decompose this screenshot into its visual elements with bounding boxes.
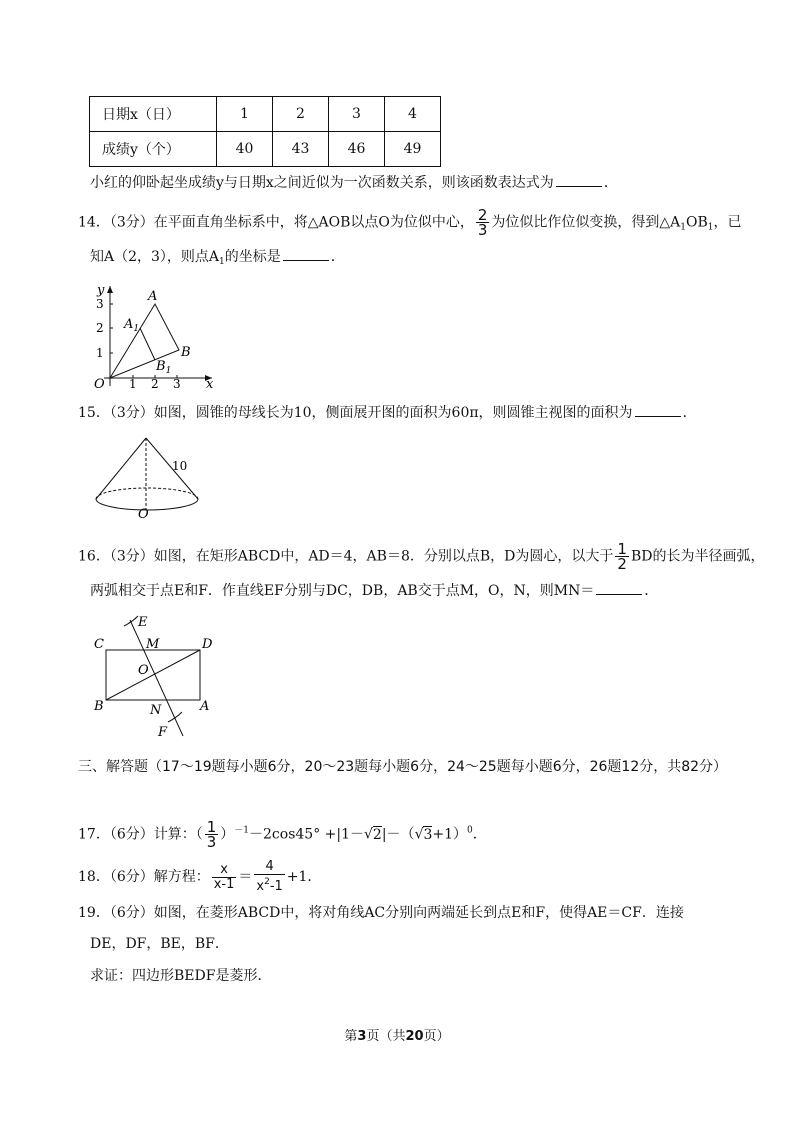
cone-left-edge (96, 438, 146, 499)
origin-label: O (94, 377, 105, 392)
footer-mid: 页（共 (366, 1029, 406, 1044)
q18-frac1-num: x (212, 863, 237, 878)
table-row-label: 成绩y（个） (90, 132, 217, 167)
q16-prefix: 16．（3分）如图，在矩形ABCD中，AD＝4，AB＝8．分别以点B，D为圆心，以大于 (78, 548, 614, 565)
x-tick-label: 3 (173, 377, 181, 391)
point-d-label: D (202, 637, 213, 652)
q14-line2-b: 的坐标是 (224, 249, 281, 265)
y-tick-label: 1 (96, 346, 104, 360)
point-f-label: F (158, 725, 168, 740)
q17-exponent: 0 (467, 825, 473, 836)
sqrt-symbol: √ (364, 826, 373, 843)
q17-fraction (205, 820, 219, 849)
section-3-heading: 三、解答题（17～19题每小题6分，20～23题每小题6分，24～25题每小题6分，26题12分，共82分） (78, 759, 728, 775)
q13-text: 小红的仰卧起坐成绩y与日期x之间近似为一次函数关系，则该函数表达式为 ． (90, 175, 618, 191)
q19-line3: 求证：四边形BEDF是菱形． (90, 968, 272, 984)
q16-rectangle-figure (88, 612, 218, 740)
q16-frac-num: 1 (617, 540, 627, 558)
table-row (90, 132, 441, 167)
q14-line2-a: 知A（2，3），则点A (90, 249, 220, 265)
answer-blank (556, 174, 602, 187)
q17-part2: ） (220, 826, 235, 843)
q18-equals: ＝ (238, 869, 253, 885)
slant-label: 10 (172, 459, 188, 473)
y-axis-label: y (97, 283, 105, 298)
q17-sqrt-b: 3 (423, 826, 433, 843)
q17-frac-den: 3 (206, 833, 217, 851)
q19-line2: DE，DF，BE，BF． (90, 936, 229, 952)
q14-sub: 1 (680, 222, 687, 233)
point-o-label: O (138, 663, 149, 678)
table-cell: 3 (329, 97, 385, 132)
q17-sqrt-a: 2 (372, 826, 382, 843)
point-b1-label: $B_1$ (156, 359, 172, 376)
q18-den-exp: 2 (264, 877, 270, 887)
q18-fraction-2 (254, 860, 284, 894)
arc-f (168, 712, 182, 722)
point-a1-label: $A_1$ (124, 317, 140, 334)
q18-frac1-den: x-1 (213, 876, 235, 892)
q16-fraction (615, 542, 629, 571)
table-cell: 2 (273, 97, 329, 132)
q14-fraction (476, 208, 490, 237)
table-cell: 49 (385, 132, 441, 167)
q18-frac2-den (254, 875, 284, 894)
y-tick-label: 3 (96, 297, 104, 311)
q17-end: ． (472, 826, 487, 843)
answer-blank (635, 404, 681, 417)
table-row-label: 日期x（日） (90, 97, 217, 132)
table-cell: 4 (385, 97, 441, 132)
data-table (89, 96, 441, 167)
y-tick-label: 2 (96, 321, 104, 335)
q15-cone-figure (92, 432, 204, 522)
point-m-label: M (146, 637, 160, 652)
point-b-label: B (94, 699, 104, 714)
point-n-label: N (150, 703, 162, 718)
y-axis-arrow (107, 286, 113, 293)
q14-line2: 知A（2，3），则点$A_1$的坐标是 ． (90, 249, 345, 267)
q14-frac-den: 3 (477, 221, 488, 239)
sqrt-symbol: √ (414, 826, 424, 843)
q16-line2: 两弧相交于点E和F．作直线EF分别与DC，DB，AB交于点M，O，N，则MN＝ ． (90, 583, 659, 599)
q18-fraction-1 (212, 863, 237, 892)
point-b-label: B (181, 345, 191, 360)
q16-line2-text: 两弧相交于点E和F．作直线EF分别与DC，DB，AB交于点M，O，N，则MN＝ (90, 583, 595, 599)
answer-blank (283, 248, 329, 261)
table-row (90, 97, 441, 132)
q14-mid2: OB (686, 214, 708, 231)
q14-coordinate-figure (88, 282, 218, 392)
q17-part5: +1） (432, 826, 468, 843)
q13-tail: 小红的仰卧起坐成绩y与日期x之间近似为一次函数关系，则该函数表达式为 (90, 175, 554, 191)
center-label: O (138, 507, 149, 522)
q15-text: 15．（3分）如图，圆锥的母线长为10，侧面展开图的面积为60π，则圆锥主视图的面积为 ． (78, 405, 697, 421)
footer-post: 页） (423, 1029, 450, 1044)
q18-den-base: x (256, 879, 265, 894)
q17-prefix: 17．（6分）计算：（ (78, 826, 203, 843)
point-a-label: A (200, 699, 210, 714)
table-cell: 1 (217, 97, 273, 132)
q16-line1 (78, 542, 764, 571)
q14-line1 (78, 208, 742, 237)
q18-den-tail: -1 (269, 879, 283, 894)
x-tick-label: 2 (151, 377, 159, 391)
point-c-label: C (94, 637, 104, 652)
q16-frac-den: 2 (617, 555, 627, 573)
triangle-a1ob1-side (140, 328, 155, 360)
table-cell: 46 (329, 132, 385, 167)
q14-tail: ，已 (713, 214, 742, 231)
q17-part3: －2cos45° +|1－ (249, 826, 364, 843)
table-cell: 43 (273, 132, 329, 167)
q14-sub: 1 (707, 222, 714, 233)
page-total: 20 (405, 1029, 424, 1044)
q18-prefix: 18．（6分）解方程： (78, 869, 210, 885)
q18-tail: +1． (286, 869, 322, 885)
q14-middle: 为位似比作位似变换，得到△A (491, 214, 681, 231)
q14-prefix: 14．（3分）在平面直角坐标系中，将△AOB以点O为位似中心， (78, 214, 474, 231)
x-tick-label: 1 (129, 377, 137, 391)
x-axis-label: x (206, 377, 214, 392)
q17-part4: |－（ (381, 826, 415, 843)
q17-exponent: －1 (234, 825, 250, 836)
point-e-label: E (138, 615, 148, 630)
point-a-label: A (148, 289, 158, 304)
q18-frac2-num: 4 (254, 860, 284, 875)
q18-text (78, 860, 321, 894)
q17-frac-num: 1 (206, 818, 217, 836)
q14-frac-num: 2 (477, 206, 488, 224)
page-number: 3 (357, 1029, 367, 1044)
page-footer (0, 1025, 794, 1044)
q16-tail: BD的长为半径画弧， (630, 548, 765, 565)
footer-pre: 第 (344, 1029, 358, 1044)
diagonal-bd (106, 650, 200, 700)
q19-line1: 19．（6分）如图，在菱形ABCD中，将对角线AC分别向两端延长到点E和F，使得AE＝CF．连接 (78, 905, 684, 921)
q15-body: 15．（3分）如图，圆锥的母线长为10，侧面展开图的面积为60π，则圆锥主视图的面积为 (78, 405, 633, 421)
cone-base-back (96, 488, 198, 499)
answer-blank (596, 582, 642, 595)
table-cell: 40 (217, 132, 273, 167)
q17-text (78, 820, 487, 849)
q14-sub: 1 (219, 257, 225, 267)
